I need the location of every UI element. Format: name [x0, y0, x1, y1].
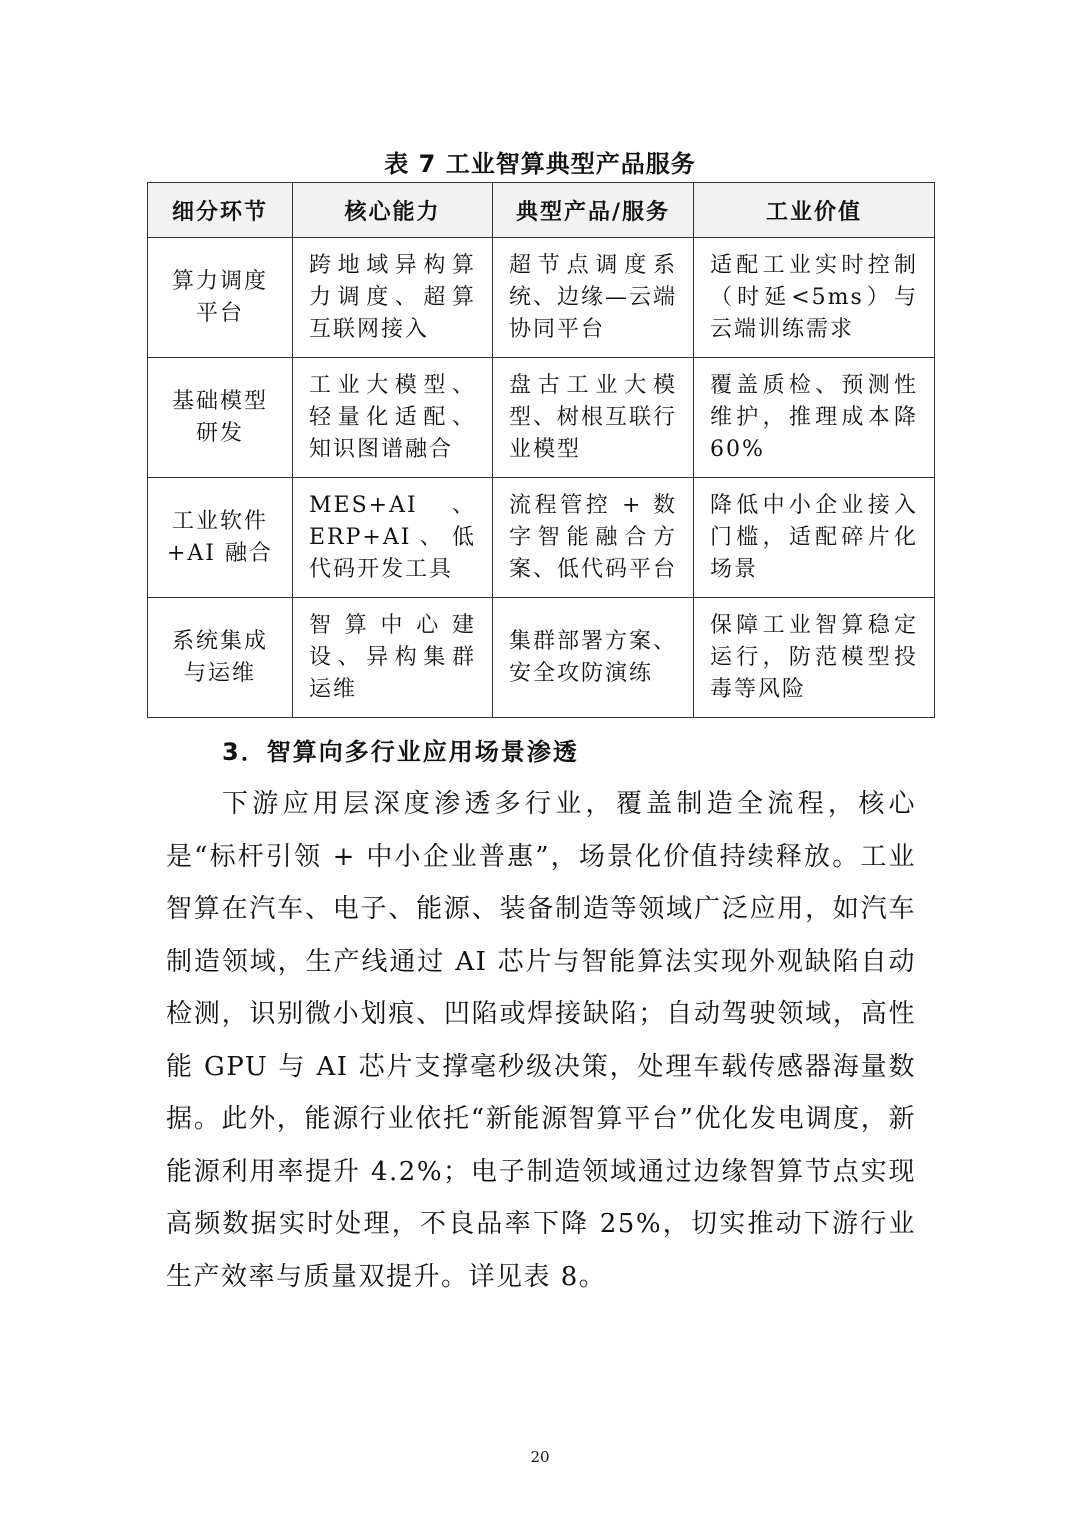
header-segment: 细分环节: [148, 183, 293, 238]
table-cell: 工业大模型、轻量化适配、知识图谱融合: [293, 358, 493, 478]
table-cell: 降低中小企业接入门槛，适配碎片化场景: [694, 478, 935, 598]
table-cell: 跨地域异构算力调度、超算互联网接入: [293, 238, 493, 358]
table-cell: MES+AI、ERP+AI、低代码开发工具: [293, 478, 493, 598]
product-service-table: [147, 182, 935, 718]
table-header-row: [148, 183, 935, 238]
table-row: [148, 598, 935, 718]
table-cell: 覆盖质检、预测性维护，推理成本降60%: [694, 358, 935, 478]
table-cell: 系统集成与运维: [148, 598, 293, 718]
page-number: 20: [530, 1448, 550, 1466]
table-cell: 基础模型研发: [148, 358, 293, 478]
table-cell: 适配工业实时控制（时延<5ms）与云端训练需求: [694, 238, 935, 358]
table-cell: 保障工业智算稳定运行，防范模型投毒等风险: [694, 598, 935, 718]
table-cell: 超节点调度系统、边缘—云端协同平台: [493, 238, 694, 358]
table-cell: 工业软件+AI 融合: [148, 478, 293, 598]
table-row: [148, 238, 935, 358]
table-cell: 流程管控 + 数字智能融合方案、低代码平台: [493, 478, 694, 598]
table-cell: 盘古工业大模型、树根互联行业模型: [493, 358, 694, 478]
table-cell: 集群部署方案、安全攻防演练: [493, 598, 694, 718]
header-typical-product: 典型产品/服务: [493, 183, 694, 238]
table-cell: 智算中心建设、异构集群运维: [293, 598, 493, 718]
section-heading: 3．智算向多行业应用场景渗透: [222, 738, 579, 766]
table-caption: 表 7 工业智算典型产品服务: [384, 150, 696, 178]
table-row: [148, 478, 935, 598]
table-row: [148, 358, 935, 478]
body-paragraph: 下游应用层深度渗透多行业，覆盖制造全流程，核心是“标杆引领 + 中小企业普惠”，场景化价值持续释放。工业智算在汽车、电子、能源、装备制造等领域广泛应用，如汽车制造领域，生产线通过 AI 芯片与智能算法实现外观缺陷自动检测，识别微小划痕、凹陷或焊接缺陷；自动驾驶领域，高性能 GPU 与 AI 芯片支撑毫秒级决策，处理车载传感器海量数据。此外，能源行业依托“新能源智算平台”优化发电调度，新能源利用率提升 4.2%；电子制造领域通过边缘智算节点实现高频数据实时处理，不良品率下降 25%，切实推动下游行业生产效率与质量双提升。详见表 8。: [166, 789, 916, 1292]
table-cell: 算力调度平台: [148, 238, 293, 358]
header-industrial-value: 工业价值: [694, 183, 935, 238]
header-core-capability: 核心能力: [293, 183, 493, 238]
